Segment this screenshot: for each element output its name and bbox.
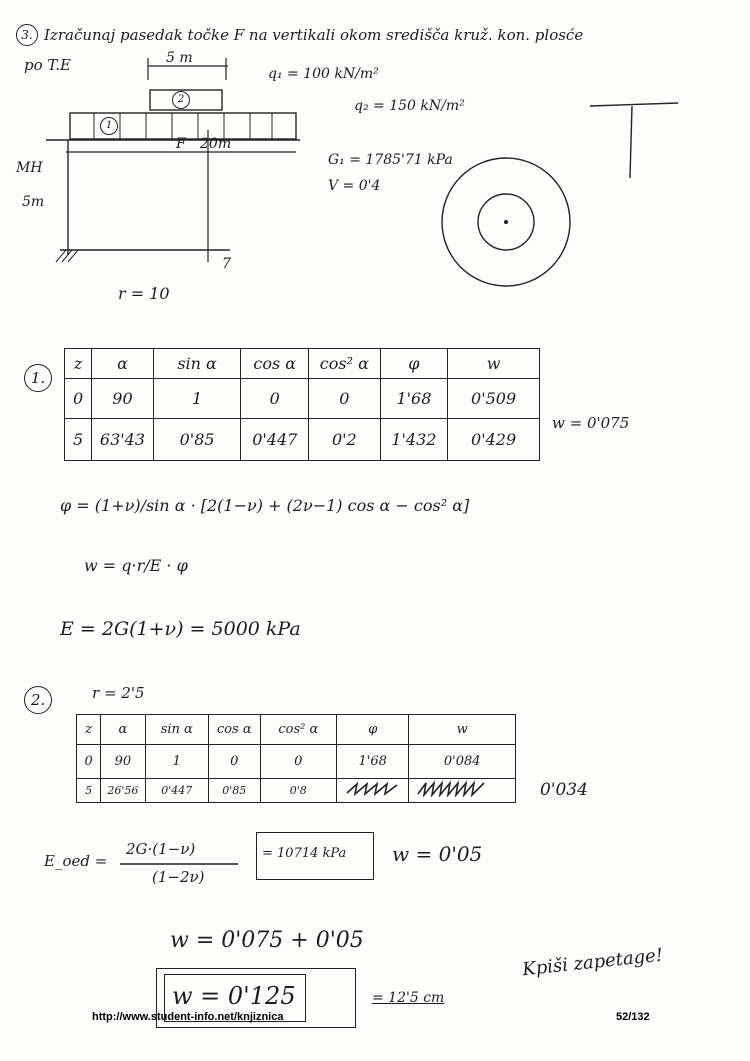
table-row — [65, 379, 540, 419]
table-cell: 1'432 — [380, 419, 448, 461]
section-2-table — [76, 714, 516, 803]
table-cell: 90 — [92, 379, 154, 419]
table-cell: 0'429 — [448, 419, 540, 461]
table-cell: 5 — [65, 419, 92, 461]
table-cell: 5 — [77, 779, 101, 803]
formula-w: w = q·r/E · φ — [84, 556, 188, 575]
table-cell: 0'447 — [145, 779, 208, 803]
radius-label: r = 10 — [118, 284, 170, 303]
table-header: α — [101, 715, 145, 745]
bottom-label: 7 — [222, 256, 231, 272]
section-1-number: 1. — [24, 364, 52, 392]
table-cell: 0'85 — [153, 419, 241, 461]
layer-2-marker: 2 — [172, 91, 190, 109]
layer-1-marker: 1 — [100, 117, 118, 135]
w-sum: w = 0'075 + 0'05 — [170, 928, 364, 953]
width-top-label: 5 m — [166, 50, 193, 66]
page-counter: 52/132 — [616, 1011, 650, 1023]
table-cell: 0'447 — [241, 419, 309, 461]
table-header: α — [92, 349, 154, 379]
table-cell: 0 — [77, 745, 101, 779]
table-row — [77, 745, 516, 779]
table-cell: 0 — [260, 745, 336, 779]
table-header: cos² α — [309, 349, 381, 379]
e-oed-denominator: (1−2ν) — [152, 868, 205, 886]
table-cell: 90 — [101, 745, 145, 779]
table-row — [65, 419, 540, 461]
v-value: V = 0'4 — [328, 178, 381, 194]
table-cell: 26'56 — [101, 779, 145, 803]
table-header-row — [77, 715, 516, 745]
scribble-mark — [414, 780, 510, 798]
table-cell: 0'509 — [448, 379, 540, 419]
section-1-table — [64, 348, 540, 461]
table-cell: 0 — [208, 745, 260, 779]
table-header: cos α — [241, 349, 309, 379]
section-2-w-row2: 0'034 — [540, 780, 588, 800]
table-header: z — [65, 349, 92, 379]
section-1-w-result: w = 0'075 — [552, 414, 630, 432]
table-header: φ — [380, 349, 448, 379]
section-2-radius: r = 2'5 — [92, 684, 145, 702]
table-header: w — [409, 715, 516, 745]
task-title-line2: po T.E — [24, 56, 71, 74]
q1-label: q₁ = 100 kN/m² — [268, 66, 379, 82]
formula-phi: φ = (1+ν)/sin α · [2(1−ν) + (2ν−1) cos α − cos² α] — [60, 496, 470, 515]
table-header: sin α — [145, 715, 208, 745]
table-cell: 63'43 — [92, 419, 154, 461]
table-cell: 1'68 — [337, 745, 409, 779]
table-cell: 1 — [153, 379, 241, 419]
w-final: w = 0'125 — [172, 982, 296, 1010]
task-number: 3. — [16, 24, 38, 46]
table-cell — [337, 779, 409, 803]
task-title-line1: Izračunaj pasedak točke F na vertikali okom središča kruž. kon. plosće — [44, 26, 584, 44]
table-cell: 0 — [65, 379, 92, 419]
table-header-row — [65, 349, 540, 379]
w-partial: w = 0'05 — [392, 842, 483, 866]
table-cell: 0'2 — [309, 419, 381, 461]
depth-label: 5m — [22, 194, 45, 210]
mh-label: MH — [16, 160, 43, 176]
table-cell: 0'8 — [260, 779, 336, 803]
table-header: sin α — [153, 349, 241, 379]
table-header: w — [448, 349, 540, 379]
point-f-label: F — [176, 136, 186, 152]
table-cell: 1 — [145, 745, 208, 779]
table-header: z — [77, 715, 101, 745]
table-cell: 0'85 — [208, 779, 260, 803]
table-cell: 0 — [241, 379, 309, 419]
g-value: G₁ = 1785'71 kPa — [328, 152, 453, 168]
w-final-cm: = 12'5 cm — [372, 990, 445, 1006]
width-bottom-label: 20m — [200, 136, 232, 152]
footer-url[interactable]: http://www.student-info.net/knjiznica — [92, 1011, 284, 1023]
table-cell — [409, 779, 516, 803]
e-oed-value: = 10714 kPa — [262, 846, 347, 861]
formula-e: E = 2G(1+ν) = 5000 kPa — [60, 618, 301, 640]
table-header: φ — [337, 715, 409, 745]
table-cell: 0 — [309, 379, 381, 419]
table-header: cos² α — [260, 715, 336, 745]
table-header: cos α — [208, 715, 260, 745]
scribble-mark — [343, 781, 403, 797]
e-oed-numerator: 2G·(1−ν) — [126, 840, 196, 858]
q2-label: q₂ = 150 kN/m² — [354, 98, 465, 114]
section-2-number: 2. — [24, 686, 52, 714]
note: Kpiši zapetage! — [521, 944, 664, 981]
table-cell: 0'084 — [409, 745, 516, 779]
e-oed-label: E_oed = — [44, 852, 108, 870]
table-cell: 1'68 — [380, 379, 448, 419]
table-row — [77, 779, 516, 803]
